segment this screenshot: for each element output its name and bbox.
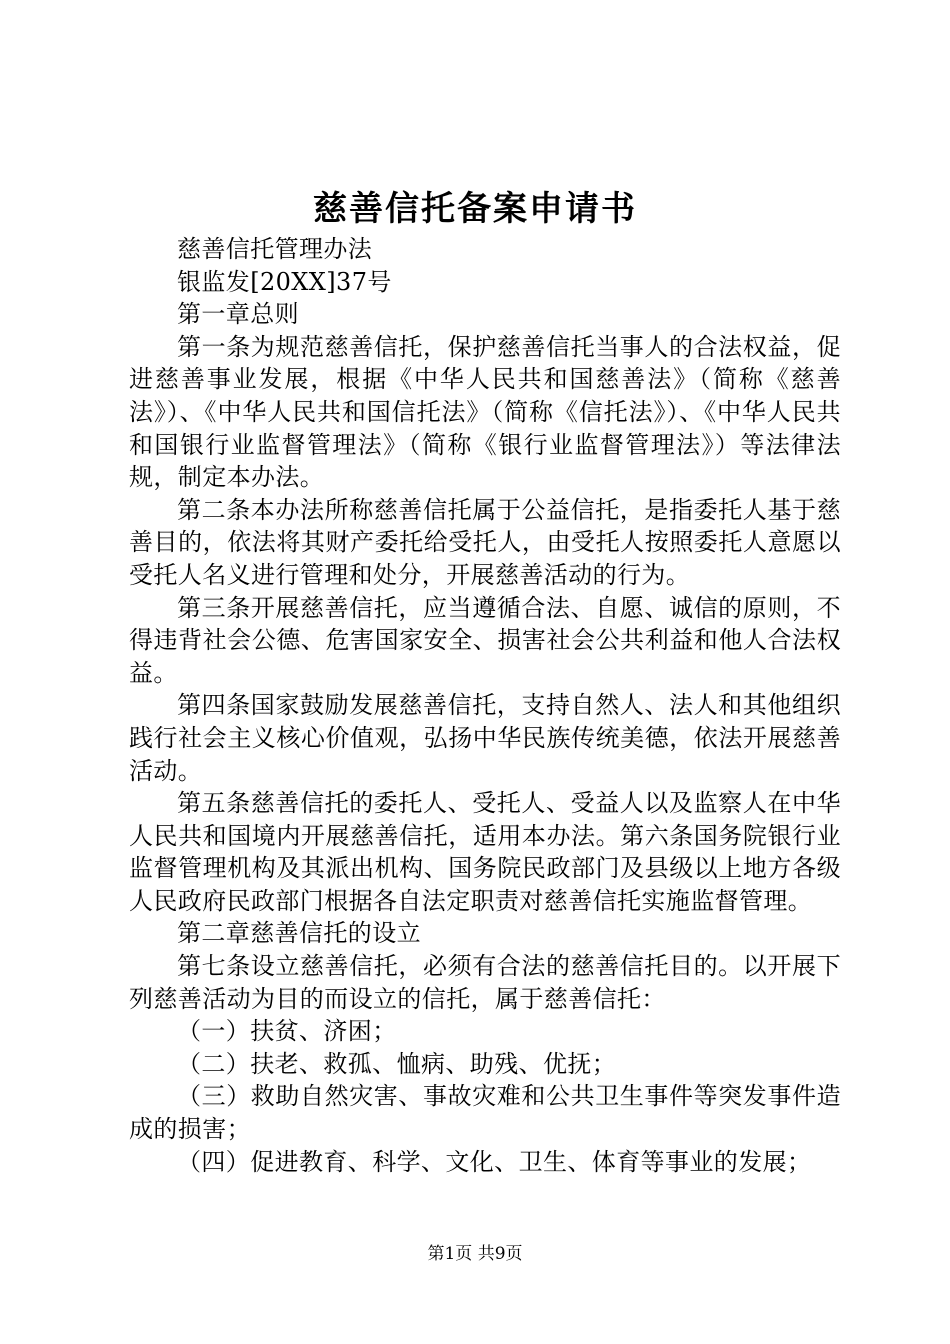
paragraph-item-4: （四）促进教育、科学、文化、卫生、体育等事业的发展；	[177, 1147, 812, 1176]
paragraph-article-3: 第三条开展慈善信托，应当遵循合法、自愿、诚信的原则，不得违背社会公德、危害国家安全、损害社会公共利益和他人合法权益。	[129, 593, 841, 687]
paragraph-doc-number: 银监发[20XX]37号	[177, 267, 392, 296]
paragraph-item-2: （二）扶老、救孤、恤病、助残、优抚；	[177, 1049, 617, 1078]
paragraph-item-1: （一）扶贫、济困；	[177, 1017, 397, 1046]
document-body	[129, 233, 841, 1178]
paragraph-chapter-2: 第二章慈善信托的设立	[177, 919, 421, 948]
paragraph-article-5-6: 第五条慈善信托的委托人、受托人、受益人以及监察人在中华人民共和国境内开展慈善信托，适用本办法。第六条国务院银行业监督管理机构及其派出机构、国务院民政部门及县级以上地方各级人民政府民政部门根据各自法定职责对慈善信托实施监督管理。	[129, 789, 841, 915]
paragraph-item-3: （三）救助自然灾害、事故灾难和公共卫生事件等突发事件造成的损害；	[129, 1082, 841, 1144]
paragraph-article-1: 第一条为规范慈善信托，保护慈善信托当事人的合法权益，促进慈善事业发展，根据《中华人民共和国慈善法》（简称《慈善法》）、《中华人民共和国信托法》（简称《信托法》）、《中华人民共和国银行业监督管理法》（简称《银行业监督管理法》）等法律法规，制定本办法。	[129, 332, 841, 492]
paragraph-article-7: 第七条设立慈善信托，必须有合法的慈善信托目的。以开展下列慈善活动为目的而设立的信托，属于慈善信托：	[129, 952, 841, 1013]
document-title: 慈善信托备案申请书	[313, 189, 637, 229]
page-number-footer: 第1页 共9页	[427, 1244, 523, 1264]
paragraph-heading: 慈善信托管理办法	[177, 235, 373, 263]
paragraph-chapter-1: 第一章总则	[177, 300, 299, 329]
paragraph-article-4: 第四条国家鼓励发展慈善信托，支持自然人、法人和其他组织践行社会主义核心价值观，弘扬中华民族传统美德，依法开展慈善活动。	[129, 691, 841, 785]
paragraph-article-2: 第二条本办法所称慈善信托属于公益信托，是指委托人基于慈善目的，依法将其财产委托给受托人，由受托人按照委托人意愿以受托人名义进行管理和处分，开展慈善活动的行为。	[129, 495, 841, 589]
